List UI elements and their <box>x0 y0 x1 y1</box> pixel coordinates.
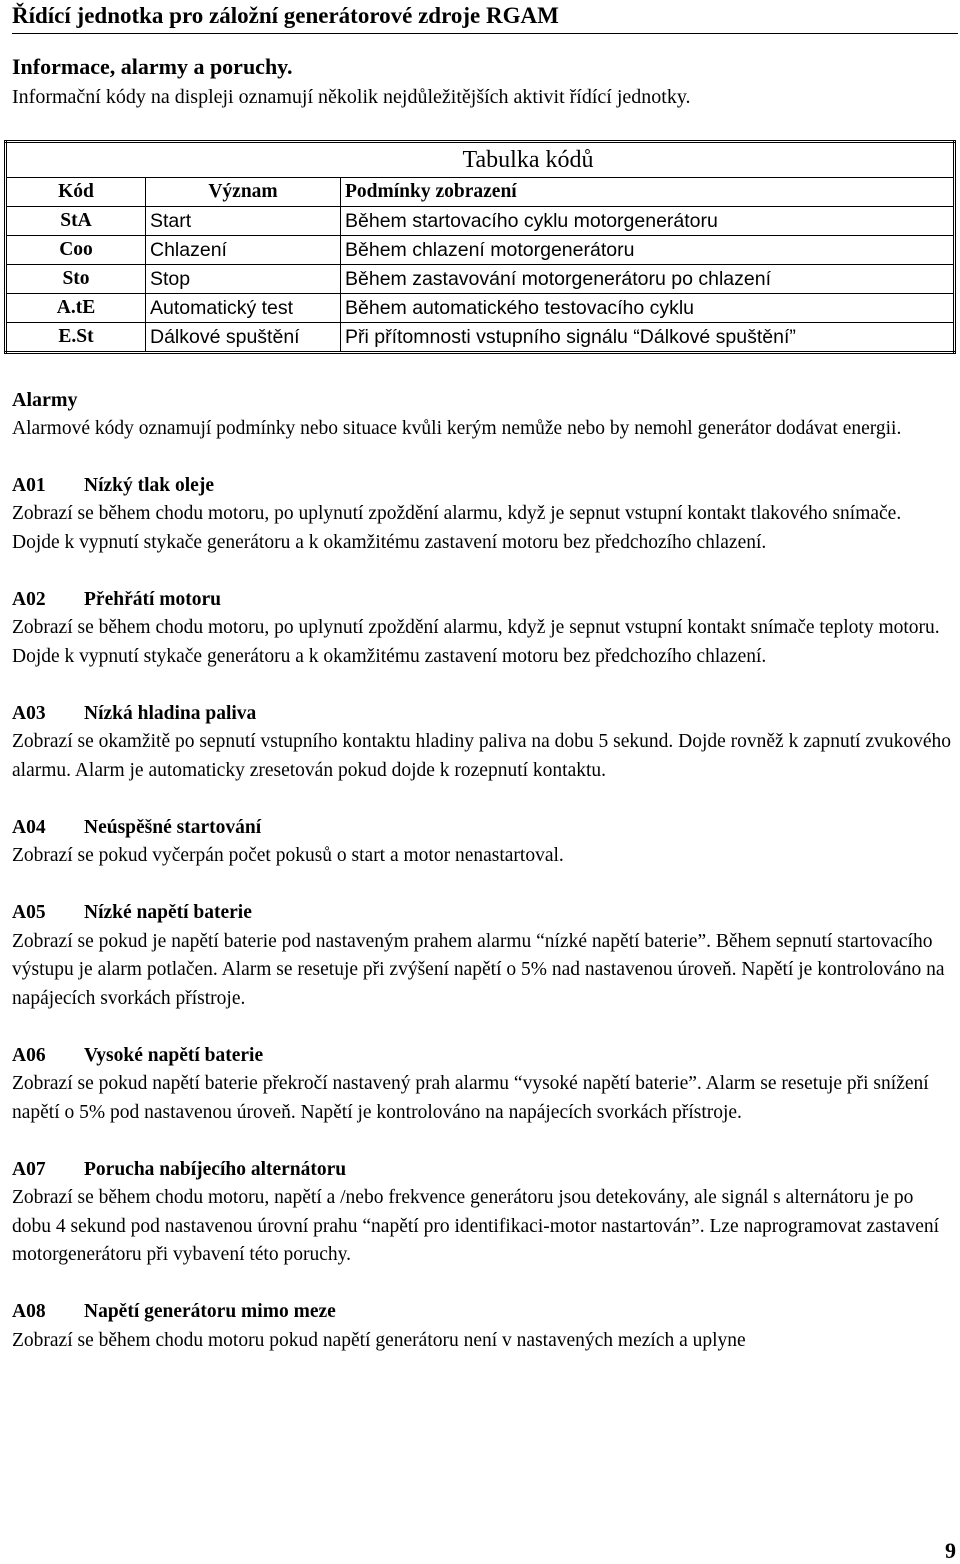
code-table-caption: Tabulka kódů <box>6 142 955 178</box>
alarm-description: Zobrazí se během chodu motoru, po uplynutí zpoždění alarmu, když je sepnut vstupní kontakt snímače teploty motoru. Dojde k vypnutí stykače generátoru a k okamžitému zastavení motoru bez předchozího chlazení. <box>12 617 940 667</box>
alarm-name: Přehřátí motoru <box>84 588 221 610</box>
alarm-heading <box>12 1042 952 1071</box>
alarm-item <box>12 700 952 786</box>
alarm-code: A05 <box>12 902 46 923</box>
alarm-item <box>12 586 952 672</box>
alarm-code: A01 <box>12 474 46 496</box>
alarm-heading <box>12 899 952 928</box>
row-meaning: Dálkové spuštění <box>146 323 341 353</box>
row-condition: Během automatického testovacího cyklu <box>341 294 955 323</box>
alarm-code: A04 <box>12 816 46 838</box>
alarm-name: Napětí generátoru mimo meze <box>84 1301 336 1322</box>
alarm-name: Nízký tlak oleje <box>84 474 214 496</box>
section-title: Informace, alarmy a poruchy. <box>12 54 293 79</box>
row-code: E.St <box>6 323 146 353</box>
alarm-item <box>12 1156 952 1270</box>
row-meaning: Start <box>146 207 341 236</box>
alarm-heading <box>12 1298 952 1327</box>
alarm-description: Zobrazí se pokud je napětí baterie pod nastaveným prahem alarmu “nízké napětí baterie”. Během sepnutí startovacího výstupu je alarm potlačen. Alarm se resetuje při zvýšení napětí o 5% nad nastavenou úroveň. Napětí je kontrolováno na napájecích svorkách přístroje. <box>12 930 945 1009</box>
page-number: 9 <box>945 1538 956 1563</box>
alarm-description: Zobrazí se během chodu motoru, po uplynutí zpoždění alarmu, když je sepnut vstupní kontakt tlakového snímače. Dojde k vypnutí stykače generátoru a k okamžitému zastavení motoru bez předchozího chlazení. <box>12 503 902 553</box>
alarm-heading <box>12 472 952 501</box>
alarms-section <box>12 386 952 1355</box>
alarm-description: Zobrazí se během chodu motoru pokud napětí generátoru není v nastavených mezích a uplyne <box>12 1329 746 1351</box>
code-table-header-row <box>6 178 955 207</box>
alarm-description: Zobrazí se pokud napětí baterie překročí nastavený prah alarmu “vysoké napětí baterie”. Alarm se resetuje při snížení napětí o 5% pod nastavenou úroveň. Napětí je kontrolováno na napájecích svorkách přístroje. <box>12 1073 929 1123</box>
row-meaning: Chlazení <box>146 236 341 265</box>
alarm-name: Neúspěšné startování <box>84 816 262 838</box>
alarm-name: Porucha nabíjecího alternátoru <box>84 1158 347 1180</box>
row-code: A.tE <box>6 294 146 323</box>
table-row <box>6 236 955 265</box>
row-condition: Během zastavování motorgenerátoru po chlazení <box>341 265 955 294</box>
alarm-heading <box>12 586 952 615</box>
row-meaning: Stop <box>146 265 341 294</box>
alarm-description: Zobrazí se během chodu motoru, napětí a /nebo frekvence generátoru jsou detekovány, ale signál s alternátoru je po dobu 4 sekund pod nastavenou úrovní prahu “napětí pro identifikaci-motor nastartován”. Lze naprogramovat zastavení motorgenerátoru při vybavení této poruchy. <box>12 1187 940 1265</box>
row-code: Sto <box>6 265 146 294</box>
row-condition: Během startovacího cyklu motorgenerátoru <box>341 207 955 236</box>
row-code: Coo <box>6 236 146 265</box>
alarm-code: A06 <box>12 1044 46 1066</box>
table-row <box>6 294 955 323</box>
alarm-item <box>12 814 952 871</box>
row-condition: Při přítomnosti vstupního signálu “Dálkové spuštění” <box>341 323 955 353</box>
alarm-name: Nízké napětí baterie <box>84 902 252 923</box>
table-row <box>6 207 955 236</box>
alarm-item <box>12 899 952 1013</box>
table-row <box>6 323 955 353</box>
row-condition: Během chlazení motorgenerátoru <box>341 236 955 265</box>
header-code: Kód <box>6 178 146 207</box>
alarm-name: Vysoké napětí baterie <box>84 1044 264 1066</box>
alarm-code: A02 <box>12 588 46 610</box>
alarm-code: A07 <box>12 1158 46 1180</box>
alarm-heading <box>12 1156 952 1185</box>
document-header-title: Řídící jednotka pro záložní generátorové zdroje RGAM <box>12 2 958 34</box>
header-meaning: Význam <box>146 178 341 207</box>
alarm-code: A08 <box>12 1301 46 1322</box>
section-intro: Informační kódy na displeji oznamují několik nejdůležitějších aktivit řídící jednotky. <box>12 86 691 108</box>
alarm-description: Zobrazí se okamžitě po sepnutí vstupního kontaktu hladiny paliva na dobu 5 sekund. Dojde rovněž k zapnutí zvukového alarmu. Alarm je automaticky zresetován pokud dojde k rozepnutí kontaktu. <box>12 731 952 781</box>
row-meaning: Automatický test <box>146 294 341 323</box>
alarms-title: Alarmy <box>12 389 78 411</box>
header-condition: Podmínky zobrazení <box>341 178 955 207</box>
code-table-caption-row <box>6 142 955 178</box>
alarm-heading <box>12 700 952 729</box>
table-row <box>6 265 955 294</box>
alarm-description: Zobrazí se pokud vyčerpán počet pokusů o start a motor nenastartoval. <box>12 845 564 866</box>
alarm-code: A03 <box>12 702 46 724</box>
row-code: StA <box>6 207 146 236</box>
alarm-item <box>12 472 952 558</box>
code-table <box>4 140 956 354</box>
alarm-heading <box>12 814 952 843</box>
alarm-name: Nízká hladina paliva <box>84 702 257 724</box>
alarm-item <box>12 1042 952 1128</box>
alarm-item <box>12 1298 952 1355</box>
alarms-description: Alarmové kódy oznamují podmínky nebo situace kvůli kerým nemůže nebo by nemohl generátor dodávat energii. <box>12 417 902 439</box>
